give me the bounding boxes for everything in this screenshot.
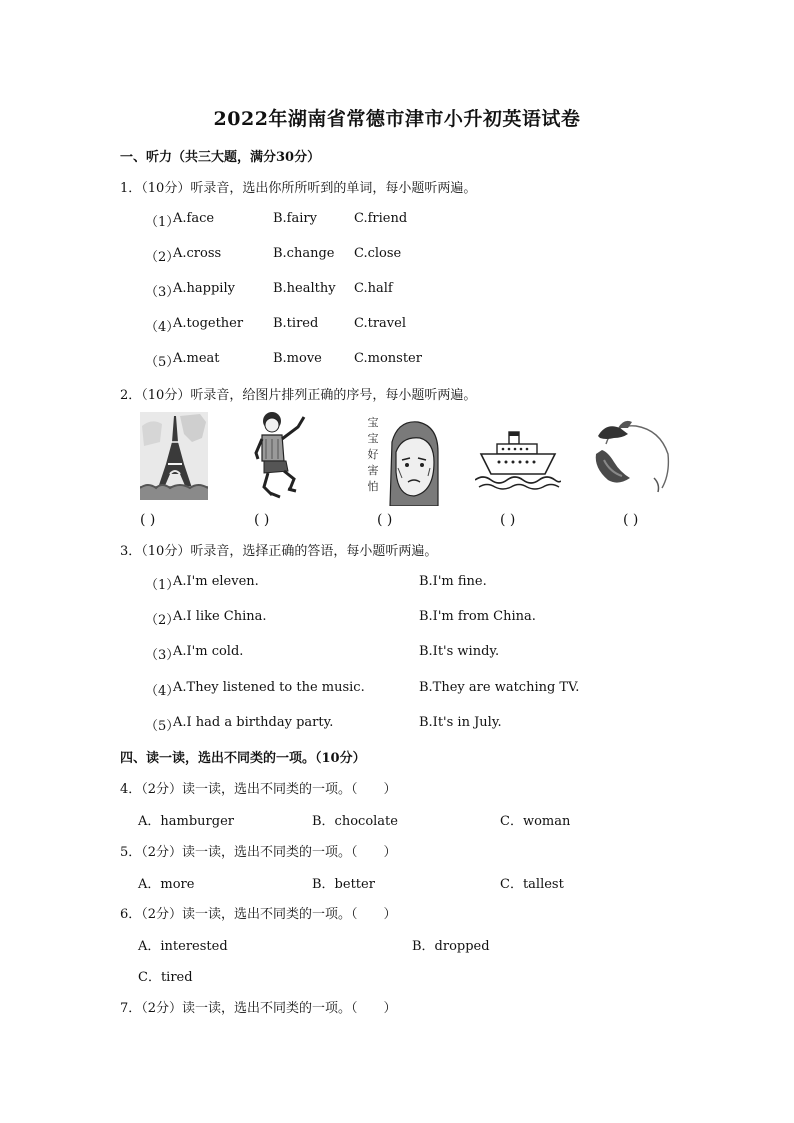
answer-blank-4[interactable]: ( ) bbox=[500, 512, 516, 528]
item-number: （3） bbox=[145, 648, 180, 663]
ship-icon bbox=[475, 428, 561, 490]
option-a[interactable]: A．interested bbox=[138, 939, 228, 954]
option-b[interactable]: B.tired bbox=[273, 316, 319, 331]
option-b[interactable]: B.healthy bbox=[273, 281, 336, 296]
question-1-stem: 1．（10分）听录音，选出你所所听到的单词，每小题听两遍。 bbox=[120, 181, 477, 196]
option-b[interactable]: B.fairy bbox=[273, 211, 317, 226]
option-b[interactable]: B.I'm from China. bbox=[419, 609, 536, 624]
svg-text:好: 好 bbox=[367, 448, 379, 461]
item-number: （4） bbox=[145, 684, 180, 699]
section-heading-listening: 一、听力（共三大题，满分30分） bbox=[120, 150, 321, 165]
option-a[interactable]: A.I'm cold. bbox=[173, 644, 244, 659]
svg-text:宝: 宝 bbox=[367, 432, 379, 445]
option-b[interactable]: B.move bbox=[273, 351, 322, 366]
option-c[interactable]: C．tallest bbox=[500, 877, 564, 892]
question-5-stem: 5．（2分）读一读，选出不同类的一项。（ ） bbox=[120, 845, 397, 860]
bird-icon bbox=[592, 414, 672, 494]
answer-blank-3[interactable]: ( ) bbox=[377, 512, 393, 528]
option-a[interactable]: A.cross bbox=[173, 246, 222, 261]
option-c[interactable]: C.friend bbox=[354, 211, 408, 226]
svg-text:害: 害 bbox=[367, 464, 379, 477]
option-a[interactable]: A.together bbox=[173, 316, 244, 331]
question-4-stem: 4．（2分）读一读，选出不同类的一项。（ ） bbox=[120, 782, 397, 797]
item-number: （3） bbox=[145, 285, 180, 300]
answer-blank-1[interactable]: ( ) bbox=[140, 512, 156, 528]
option-a[interactable]: A.I had a birthday party. bbox=[173, 715, 334, 730]
answer-blank-5[interactable]: ( ) bbox=[623, 512, 639, 528]
option-a[interactable]: A．more bbox=[138, 877, 195, 892]
option-c[interactable]: C.close bbox=[354, 246, 402, 261]
option-c[interactable]: C．woman bbox=[500, 814, 571, 829]
item-number: （5） bbox=[145, 355, 180, 370]
option-b[interactable]: B.change bbox=[273, 246, 335, 261]
option-b[interactable]: B．better bbox=[312, 877, 375, 892]
option-a[interactable]: A.I like China. bbox=[173, 609, 267, 624]
answer-blank-2[interactable]: ( ) bbox=[254, 512, 270, 528]
section-heading-reading: 四、读一读，选出不同类的一项。（10分） bbox=[120, 751, 366, 766]
item-number: （1） bbox=[145, 578, 180, 593]
svg-text:宝: 宝 bbox=[367, 416, 379, 429]
item-number: （1） bbox=[145, 215, 180, 230]
jumping-boy-icon bbox=[250, 409, 310, 501]
option-a[interactable]: A.They listened to the music. bbox=[173, 680, 365, 695]
item-number: （5） bbox=[145, 719, 180, 734]
option-b[interactable]: B.It's windy. bbox=[419, 644, 500, 659]
item-number: （2） bbox=[145, 250, 180, 265]
scared-girl-icon bbox=[362, 412, 442, 506]
option-c[interactable]: C.monster bbox=[354, 351, 422, 366]
option-c[interactable]: C．tired bbox=[138, 970, 193, 985]
option-a[interactable]: A.face bbox=[173, 211, 215, 226]
svg-text:怕: 怕 bbox=[367, 480, 379, 493]
question-7-stem: 7．（2分）读一读，选出不同类的一项。（ ） bbox=[120, 1001, 397, 1016]
eiffel-tower-icon bbox=[140, 412, 208, 500]
item-number: （2） bbox=[145, 613, 180, 628]
option-a[interactable]: A.meat bbox=[173, 351, 220, 366]
option-b[interactable]: B.I'm fine. bbox=[419, 574, 487, 589]
item-number: （4） bbox=[145, 320, 180, 335]
question-2-stem: 2．（10分）听录音，给图片排列正确的序号，每小题听两遍。 bbox=[120, 388, 477, 403]
option-c[interactable]: C.half bbox=[354, 281, 393, 296]
option-c[interactable]: C.travel bbox=[354, 316, 406, 331]
page-title: 2022年湖南省常德市津市小升初英语试卷 bbox=[213, 108, 581, 130]
option-a[interactable]: A．hamburger bbox=[138, 814, 234, 829]
question-3-stem: 3．（10分）听录音，选择正确的答语，每小题听两遍。 bbox=[120, 544, 438, 559]
option-b[interactable]: B．dropped bbox=[412, 939, 490, 954]
option-a[interactable]: A.happily bbox=[173, 281, 235, 296]
option-b[interactable]: B.It's in July. bbox=[419, 715, 502, 730]
option-b[interactable]: B.They are watching TV. bbox=[419, 680, 580, 695]
option-b[interactable]: B．chocolate bbox=[312, 814, 398, 829]
option-a[interactable]: A.I'm eleven. bbox=[173, 574, 259, 589]
question-6-stem: 6．（2分）读一读，选出不同类的一项。（ ） bbox=[120, 907, 397, 922]
